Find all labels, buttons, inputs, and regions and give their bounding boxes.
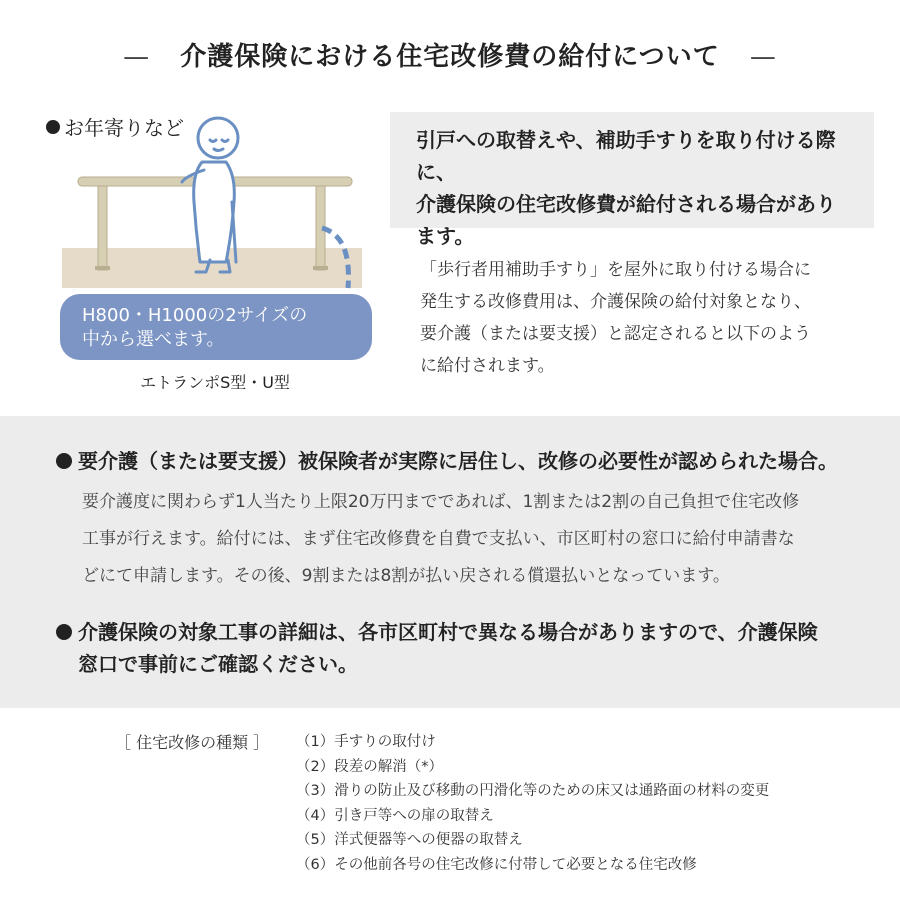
list-item: （4）引き戸等への扉の取替え (296, 807, 494, 824)
details-heading-line1: 介護保険の対象工事の詳細は、各市区町村で異なる場合がありますので、介護保険 (78, 620, 818, 644)
bullet-icon (56, 624, 72, 640)
product-name: エトランポS型・U型 (140, 373, 290, 392)
details-heading (56, 616, 876, 680)
list-item: （6）その他前各号の住宅改修に付帯して必要となる住宅改修 (296, 856, 697, 873)
page-title (0, 36, 900, 73)
list-item: （1）手すりの取付け (296, 734, 436, 750)
note-text (420, 254, 870, 382)
handrail-illustration (60, 110, 380, 310)
details-heading-line2: 窓口で事前にご確認ください。 (78, 652, 358, 676)
note-line3: 要介護（または要支援）と認定されると以下のよう (420, 324, 811, 344)
condition-line2: 工事が行えます。給付には、まず住宅改修費を自費で支払い、市区町村の窓口に給付申請書な (82, 529, 795, 549)
condition-paragraph (82, 484, 872, 595)
size-note (60, 294, 372, 360)
condition-line1: 要介護度に関わらず1人当たり上限20万円までであれば、1割または2割の自己負担で住宅改修 (82, 492, 800, 512)
list-item: （2）段差の解消（*） (296, 758, 443, 775)
title-dash-right: — (749, 42, 777, 72)
types-list (296, 730, 769, 878)
size-note-line1: H800・H1000の2サイズの (82, 305, 308, 326)
title-dash-left: — (123, 42, 151, 72)
list-item: （3）滑りの防止及び移動の円滑化等のための床又は通路面の材料の変更 (296, 783, 770, 800)
callout-line1: 引戸への取替えや、補助手すりを取り付ける際に、 (416, 128, 836, 184)
title-text: 介護保険における住宅改修費の給付について (180, 42, 720, 72)
callout-box (390, 112, 874, 248)
condition-line3: どにて申請します。その後、9割または8割が払い戻される償還払いとなっています。 (82, 566, 730, 586)
note-line4: に給付されます。 (420, 356, 555, 376)
size-note-line2: 中から選べます。 (82, 329, 225, 350)
note-line1: 「歩行者用補助手すり」を屋外に取り付ける場合に (420, 260, 811, 280)
condition-heading-text: 要介護（または要支援）被保険者が実際に居住し、改修の必要性が認められた場合。 (78, 449, 838, 473)
bullet-icon (56, 453, 72, 469)
bullet-icon (46, 120, 60, 134)
post-foot-left (95, 266, 110, 270)
person-label-text: お年寄りなど (64, 116, 184, 140)
post-foot-right (313, 266, 328, 270)
types-label: ［ 住宅改修の種類 ］ (115, 733, 270, 752)
callout-line3: ます。 (416, 224, 475, 248)
note-line2: 発生する改修費用は、介護保険の給付対象となり、 (420, 292, 811, 312)
condition-heading (56, 446, 876, 476)
handrail-post-left (98, 186, 107, 270)
list-item: （5）洋式便器等への便器の取替え (296, 832, 523, 849)
callout-line2: 介護保険の住宅改修費が給付される場合があり (416, 192, 836, 216)
